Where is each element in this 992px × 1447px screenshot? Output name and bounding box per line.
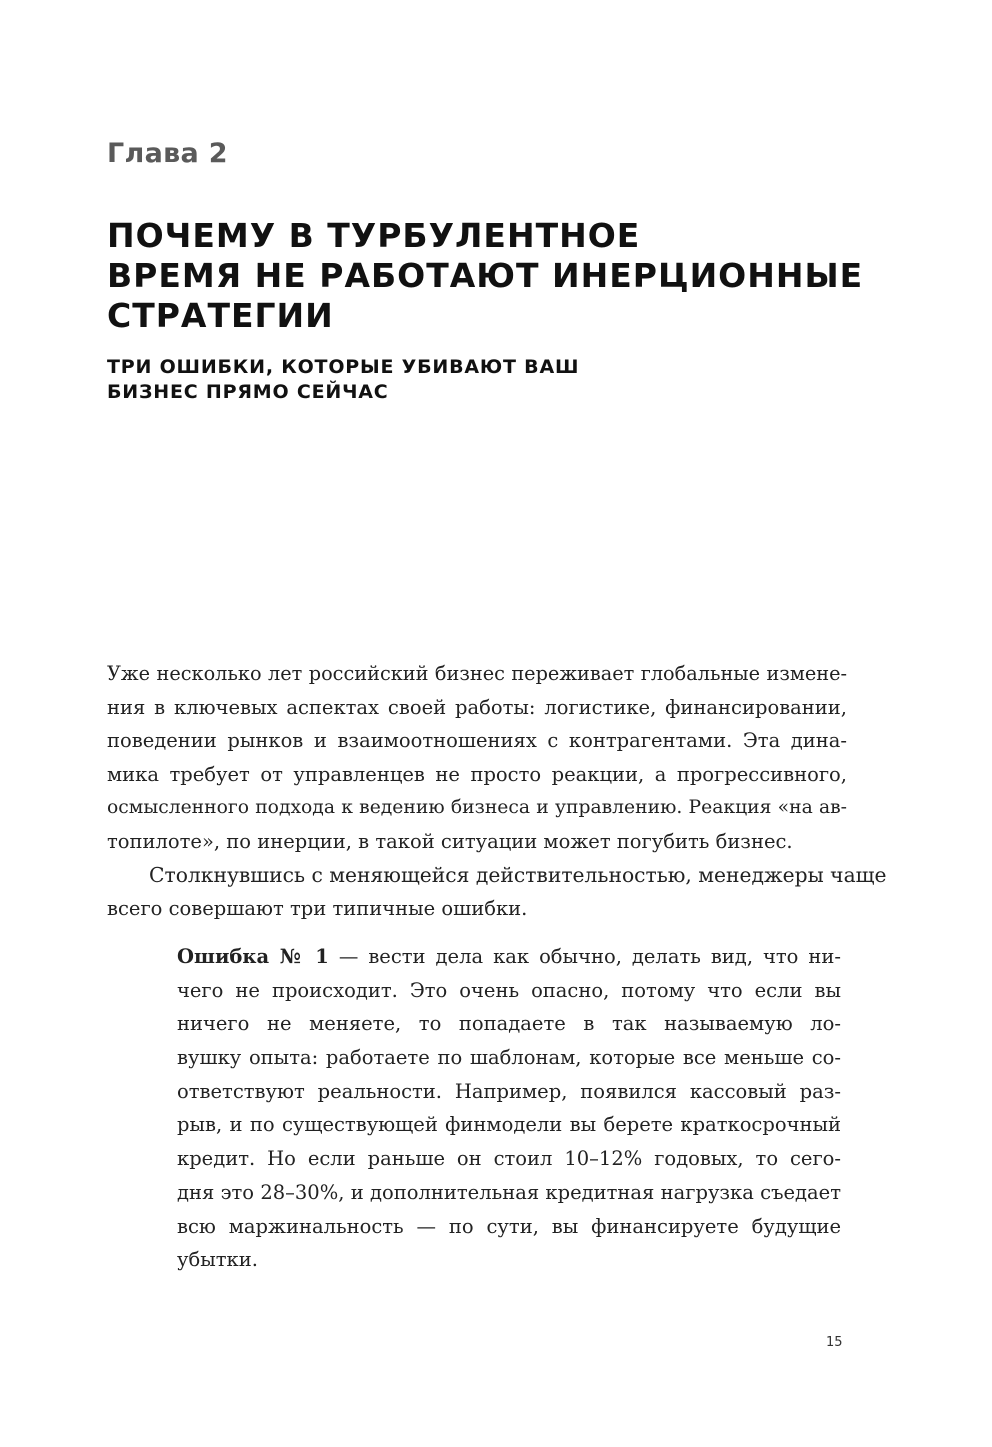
chapter-title-line: ВРЕМЯ НЕ РАБОТАЮТ ИНЕРЦИОННЫЕ (107, 256, 864, 295)
body-text (107, 657, 887, 926)
text-line: всего совершают три типичные ошибки. (107, 897, 528, 921)
chapter-title-line: ПОЧЕМУ В ТУРБУЛЕНТНОЕ (107, 216, 641, 255)
text-line: дня это 28–30%, и дополнительная кредитная нагрузка съедает (177, 1180, 841, 1204)
text-line: кредит. Но если раньше он стоил 10–12% годовых, то сего- (177, 1147, 841, 1171)
text-line: осмысленного подхода к ведению бизнеса и управлению. Реакция «на ав- (107, 797, 847, 819)
text-line: Столкнувшись с меняющейся действительностью, менеджеры чаще (149, 862, 887, 887)
paragraph-1 (107, 657, 847, 859)
callout-first-line (177, 940, 841, 974)
text-line: Уже несколько лет российский бизнес переживает глобальные измене- (107, 662, 847, 685)
text-line: мика требует от управленцев не просто реакции, а прогрессивного, (107, 762, 847, 786)
mistake-callout (177, 940, 841, 1277)
text-line: ничего не меняете, то попадаете в так называемую ло- (177, 1012, 841, 1036)
mistake-lead: Ошибка № 1 (177, 945, 329, 968)
chapter-subtitle-line: ТРИ ОШИБКИ, КОТОРЫЕ УБИВАЮТ ВАШ (107, 356, 580, 378)
text-line: убытки. (177, 1248, 258, 1272)
text-line: чего не происходит. Это очень опасно, потому что если вы (177, 978, 841, 1002)
text-line: поведении рынков и взаимоотношениях с контрагентами. Эта дина- (107, 729, 847, 753)
page-number: 15 (826, 1335, 843, 1350)
text-line: вушку опыта: работаете по шаблонам, которые все меньше со- (177, 1046, 841, 1070)
text-line: рыв, и по существующей финмодели вы берете краткосрочный (177, 1113, 841, 1137)
chapter-subtitle-line: БИЗНЕС ПРЯМО СЕЙЧАС (107, 381, 389, 403)
text-line: всю маржинальность — по сути, вы финансируете будущие (177, 1214, 841, 1238)
callout-first-line-rest: — вести дела как обычно, делать вид, что ни- (328, 945, 841, 968)
chapter-title (107, 216, 907, 336)
text-line: топилоте», по инерции, в такой ситуации может погубить бизнес. (107, 829, 793, 853)
chapter-title-line: СТРАТЕГИИ (107, 296, 334, 335)
text-line: ния в ключевых аспектах своей работы: логистике, финансировании, (107, 695, 847, 719)
paragraph-2 (107, 859, 887, 926)
chapter-subtitle (107, 355, 807, 405)
text-line: ответствуют реальности. Например, появился кассовый раз- (177, 1079, 841, 1103)
chapter-label: Глава 2 (107, 138, 228, 169)
